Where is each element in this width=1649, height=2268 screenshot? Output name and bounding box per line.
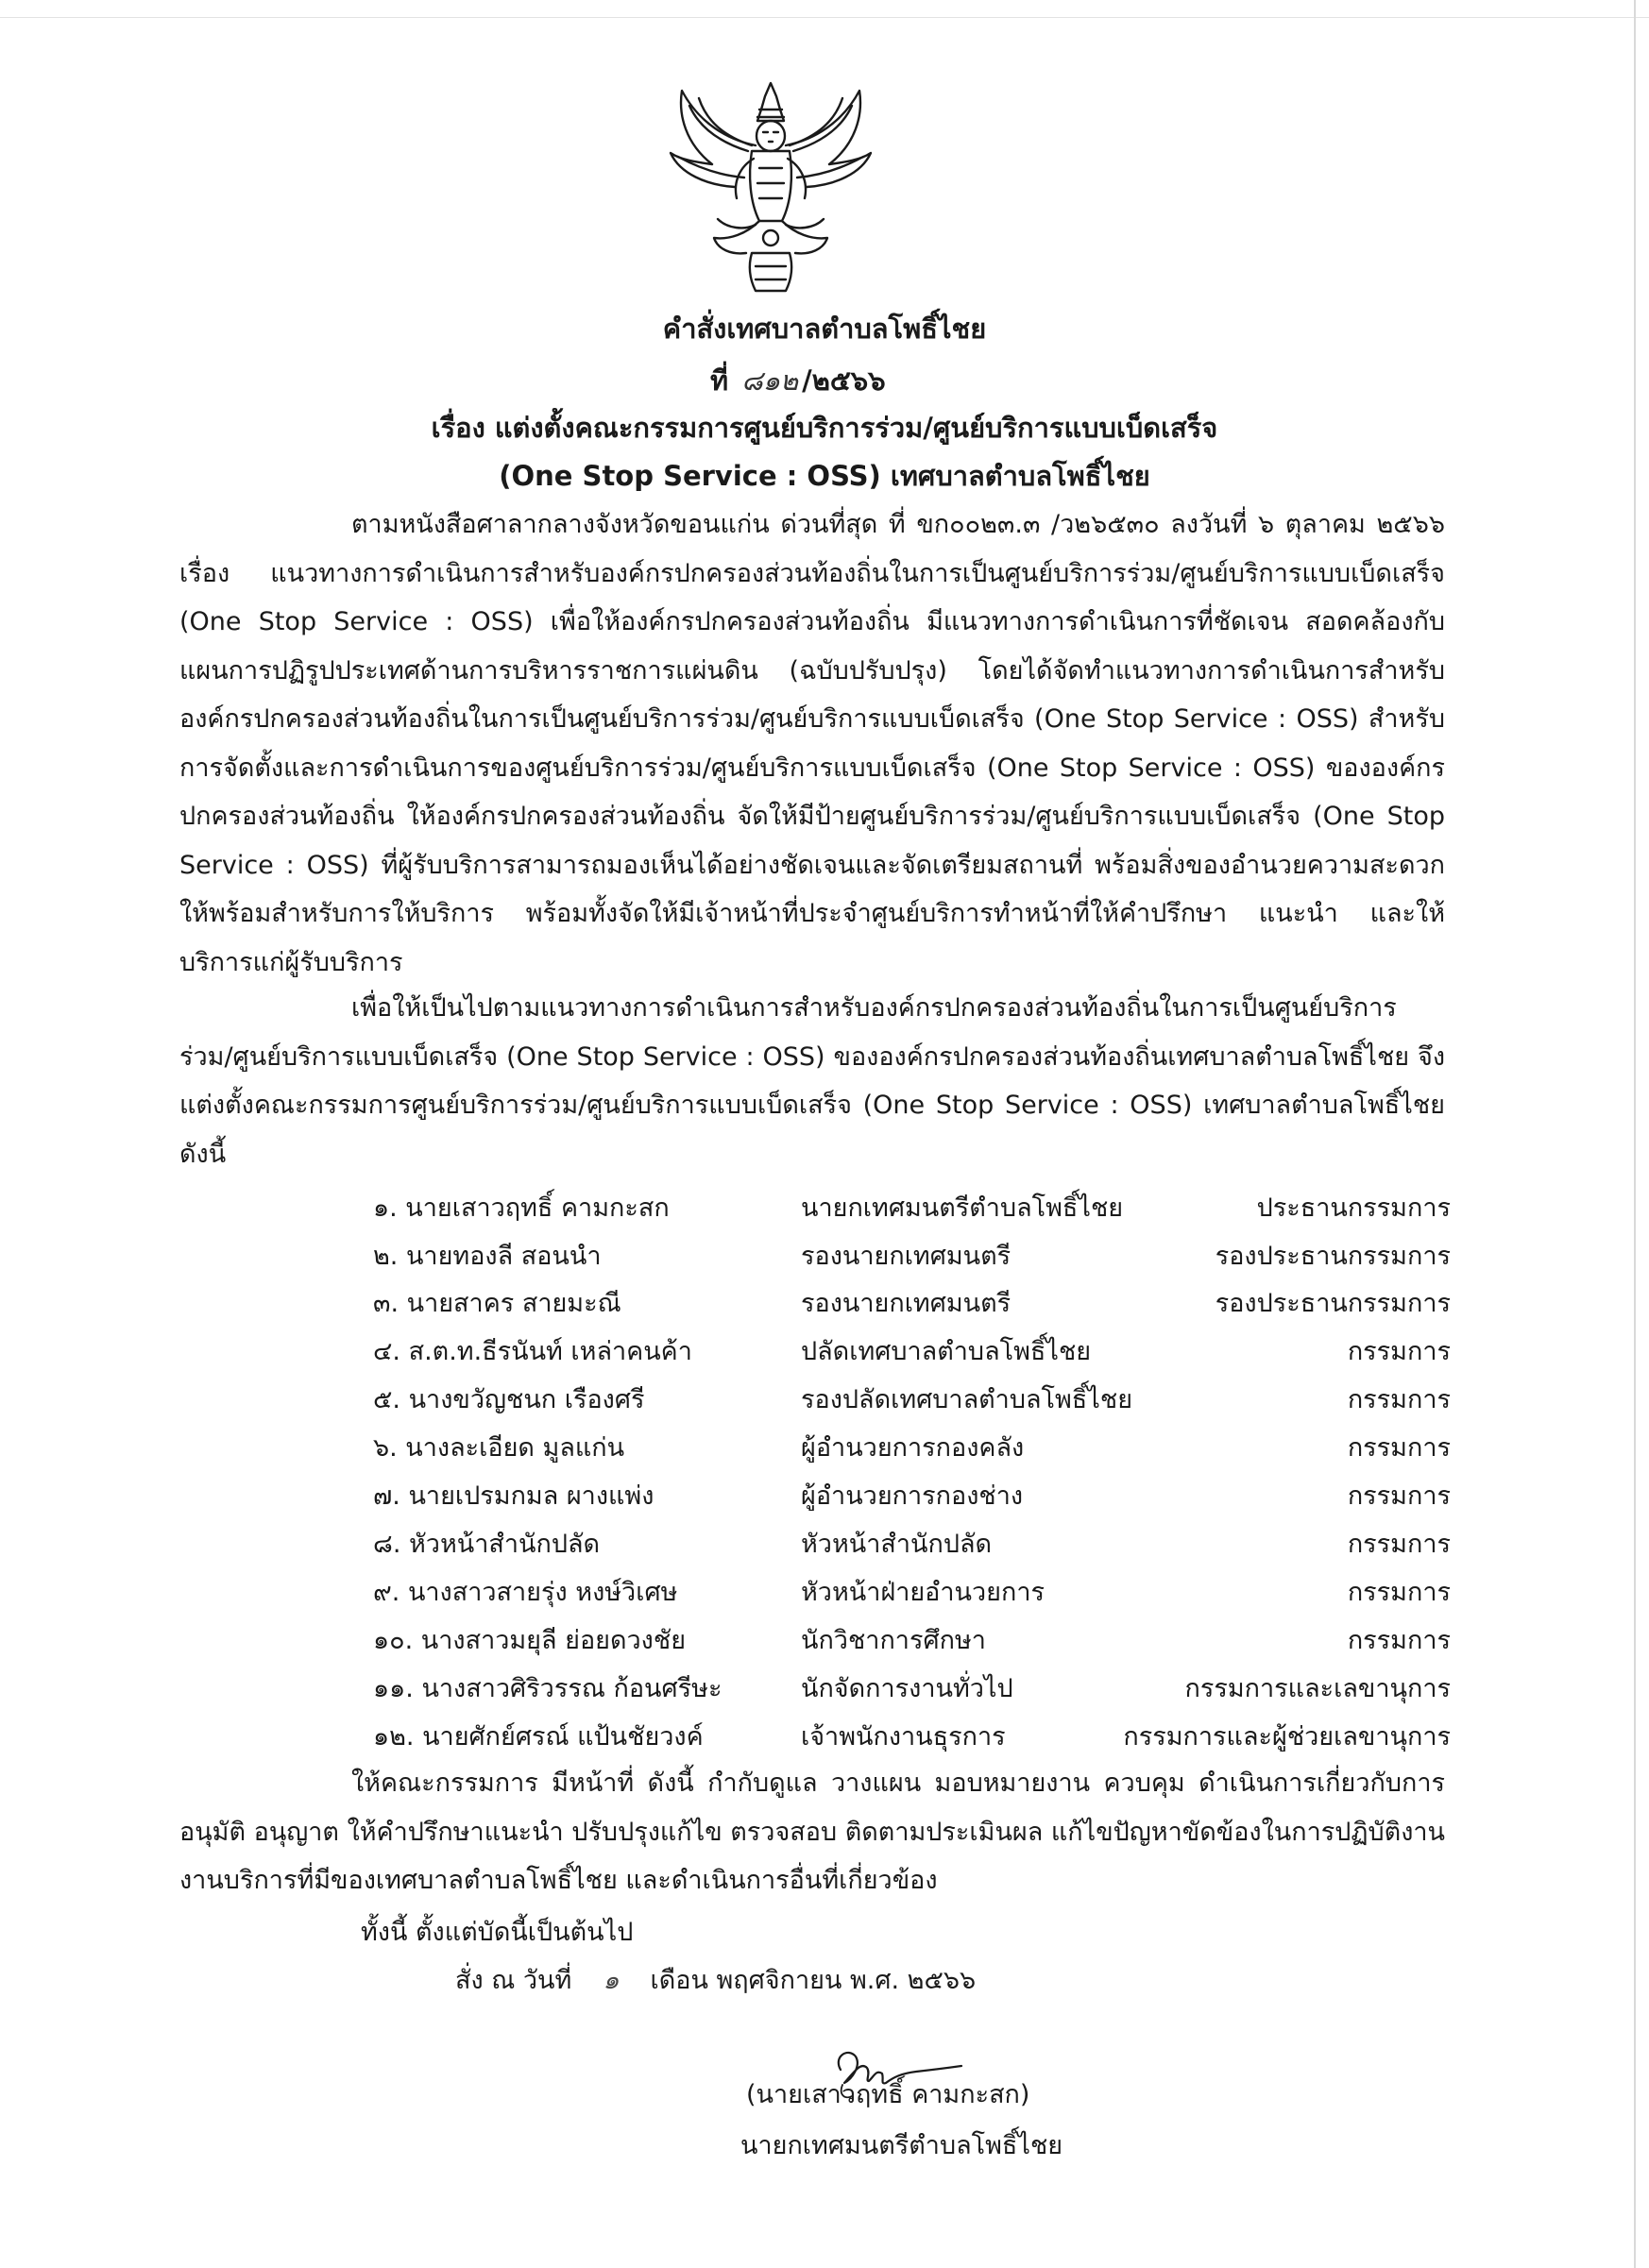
member-row xyxy=(0,1330,1649,1374)
member-role: กรรมการ xyxy=(1347,1578,1451,1607)
member-name: ๑๐. นางสาวมยุลี ย่อยดวงชัย xyxy=(373,1626,687,1655)
member-row xyxy=(0,1716,1649,1759)
member-position: นักจัดการงานทั่วไป xyxy=(801,1674,1013,1703)
member-position: เจ้าพนักงานธุรการ xyxy=(801,1722,1006,1752)
member-row xyxy=(0,1475,1649,1518)
member-name: ๑๒. นายศักย์ศรณ์ แป้นชัยวงค์ xyxy=(373,1722,704,1752)
member-name: ๙. นางสาวสายรุ่ง หงษ์วิเศษ xyxy=(373,1578,678,1607)
member-position: หัวหน้าสำนักปลัด xyxy=(801,1530,993,1559)
member-name: ๔. ส.ต.ท.ธีรนันท์ เหล่าคนค้า xyxy=(373,1337,692,1366)
paragraph-appointment xyxy=(179,984,1445,1178)
order-number-suffix: /๒๕๖๖ xyxy=(802,364,886,397)
member-row xyxy=(0,1523,1649,1566)
member-name: ๗. นายเปรมกมล ผางแพ่ง xyxy=(373,1481,654,1511)
member-row xyxy=(0,1667,1649,1711)
member-row xyxy=(0,1282,1649,1326)
member-role: ประธานกรรมการ xyxy=(1256,1193,1451,1223)
member-name: ๒. นายทองลี สอนนำ xyxy=(373,1242,602,1271)
member-row xyxy=(0,1427,1649,1470)
member-position: รองปลัดเทศบาลตำบลโพธิ์ไชย xyxy=(801,1385,1133,1414)
member-row xyxy=(0,1619,1649,1663)
member-role: กรรมการ xyxy=(1347,1626,1451,1655)
subject-line-2: (One Stop Service : OSS) เทศบาลตำบลโพธิ์ไชย xyxy=(499,460,1150,492)
member-row xyxy=(0,1235,1649,1278)
order-date-prefix: สั่ง ณ วันที่ xyxy=(455,1966,572,1995)
effective-line: ทั้งนี้ ตั้งแต่บัดนี้เป็นต้นไป xyxy=(361,1918,634,1947)
order-number-prefix: ที่ xyxy=(710,364,729,397)
member-position: รองนายกเทศมนตรี xyxy=(801,1289,1012,1318)
paragraph-reference xyxy=(179,500,1445,987)
member-name: ๕. นางขวัญชนก เรืองศรี xyxy=(373,1385,645,1414)
member-position: หัวหน้าฝ่ายอำนวยการ xyxy=(801,1578,1046,1607)
order-number xyxy=(710,359,886,402)
member-row xyxy=(0,1379,1649,1422)
order-date-line xyxy=(455,1959,976,2000)
member-name: ๑. นายเสาวฤทธิ์ คามกะสก xyxy=(373,1193,670,1223)
scan-edge-top xyxy=(0,17,1649,18)
member-row xyxy=(0,1187,1649,1230)
garuda-emblem-icon xyxy=(661,77,880,298)
member-position: รองนายกเทศมนตรี xyxy=(801,1242,1012,1271)
paragraph-duties xyxy=(179,1759,1445,1905)
member-row xyxy=(0,1571,1649,1615)
signer-name: (นายเสาวฤทธิ์ คามกะสก) xyxy=(746,2080,1030,2109)
member-name: ๑๑. นางสาวศิริวรรณ ก้อนศรีษะ xyxy=(373,1674,722,1703)
member-position: ผู้อำนวยการกองช่าง xyxy=(801,1481,1024,1511)
member-role: กรรมการ xyxy=(1347,1337,1451,1366)
member-name: ๘. หัวหน้าสำนักปลัด xyxy=(373,1530,601,1559)
subject-line-1: เรื่อง แต่งตั้งคณะกรรมการศูนย์บริการร่วม/ศูนย์บริการแบบเบ็ดเสร็จ xyxy=(431,412,1218,444)
member-name: ๖. นางละเอียด มูลแก่น xyxy=(373,1433,625,1463)
paragraph-appointment-text: เพื่อให้เป็นไปตามแนวทางการดำเนินการสำหรับองค์กรปกครองส่วนท้องถิ่นในการเป็นศูนย์บริการร่วม/ศูนย์บริการแบบเบ็ดเสร็จ (One Stop Service : OSS) ขององค์กรปกครองส่วนท้องถิ่นเทศบาลตำบลโพธิ์ไชย จึงแต่งตั้งคณะกรรมการศูนย์บริการร่วม/ศูนย์บริการแบบเบ็ดเสร็จ (One Stop Service : OSS) เทศบาลตำบลโพธิ์ไชย ดังนี้ xyxy=(179,993,1445,1169)
order-date-day: ๑ xyxy=(603,1966,620,1995)
member-role: กรรมการ xyxy=(1347,1433,1451,1463)
member-position: นักวิชาการศึกษา xyxy=(801,1626,986,1655)
member-position: นายกเทศมนตรีตำบลโพธิ์ไชย xyxy=(801,1193,1124,1223)
member-name: ๓. นายสาคร สายมะณี xyxy=(373,1289,621,1318)
paragraph-reference-text: ตามหนังสือศาลากลางจังหวัดขอนแก่น ด่วนที่สุด ที่ ขก๐๐๒๓.๓ /ว๒๖๕๓๐ ลงวันที่ ๖ ตุลาคม ๒๕๖๖ เรื่อง แนวทางการดำเนินการสำหรับองค์กรปกครองส่วนท้องถิ่นในการเป็นศูนย์บริการร่วม/ศูนย์บริการแบบเบ็ดเสร็จ (One Stop Service : OSS) เพื่อให้องค์กรปกครองส่วนท้องถิ่น มีแนวทางการดำเนินการที่ชัดเจน สอดคล้องกับแผนการปฏิรูปประเทศด้านการบริหารราชการแผ่นดิน (ฉบับปรับปรุง) โดยได้จัดทำแนวทางการดำเนินการสำหรับองค์กรปกครองส่วนท้องถิ่นในการเป็นศูนย์บริการร่วม/ศูนย์บริการแบบเบ็ดเสร็จ (One Stop Service : OSS) สำหรับการจัดตั้งและการดำเนินการของศูนย์บริการร่วม/ศูนย์บริการแบบเบ็ดเสร็จ (One Stop Service : OSS) ขององค์กรปกครองส่วนท้องถิ่น ให้องค์กรปกครองส่วนท้องถิ่น จัดให้มีป้ายศูนย์บริการร่วม/ศูนย์บริการแบบเบ็ดเสร็จ (One Stop Service : OSS) ที่ผู้รับบริการสามารถมองเห็นได้อย่างชัดเจนและจัดเตรียมสถานที่ พร้อมสิ่งของอำนวยความสะดวกให้พร้อมสำหรับการให้บริการ พร้อมทั้งจัดให้มีเจ้าหน้าที่ประจำศูนย์บริการทำหน้าที่ให้คำปรึกษา แนะนำ และให้บริการแก่ผู้รับบริการ xyxy=(179,510,1445,977)
member-role: กรรมการ xyxy=(1347,1385,1451,1414)
member-role: รองประธานกรรมการ xyxy=(1215,1289,1451,1318)
member-role: รองประธานกรรมการ xyxy=(1215,1242,1451,1271)
member-position: ผู้อำนวยการกองคลัง xyxy=(801,1433,1025,1463)
member-position: ปลัดเทศบาลตำบลโพธิ์ไชย xyxy=(801,1337,1092,1366)
order-date-suffix: เดือน พฤศจิกายน พ.ศ. ๒๕๖๖ xyxy=(650,1966,977,1995)
signer-title: นายกเทศมนตรีตำบลโพธิ์ไชย xyxy=(740,2131,1063,2160)
member-role: กรรมการและเลขานุการ xyxy=(1184,1674,1451,1703)
order-number-handwritten: ๘๑๒ xyxy=(741,364,799,397)
paragraph-duties-text: ให้คณะกรรมการ มีหน้าที่ ดังนี้ กำกับดูแล วางแผน มอบหมายงาน ควบคุม ดำเนินการเกี่ยวกับการอนุมัติ อนุญาต ให้คำปรึกษาแนะนำ ปรับปรุงแก้ไข ตรวจสอบ ติดตามประเมินผล แก้ไขปัญหาขัดข้องในการปฏิบัติงาน งานบริการที่มีของเทศบาลตำบลโพธิ์ไชย และดำเนินการอื่นที่เกี่ยวข้อง xyxy=(179,1769,1445,1895)
member-role: กรรมการ xyxy=(1347,1481,1451,1511)
order-title: คำสั่งเทศบาลตำบลโพธิ์ไชย xyxy=(662,313,987,345)
member-role: กรรมการและผู้ช่วยเลขานุการ xyxy=(1123,1722,1451,1752)
member-role: กรรมการ xyxy=(1347,1530,1451,1559)
